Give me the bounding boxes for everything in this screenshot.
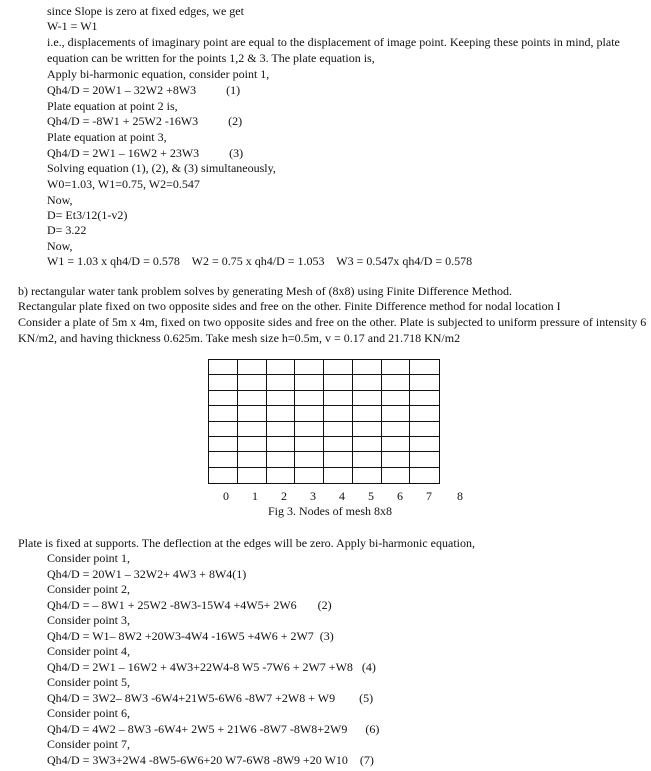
mesh-cell (209, 406, 238, 421)
text-line: Plate is fixed at supports. The deflection at the edges will be zero. Apply bi-harmonic equation, (18, 536, 475, 550)
text-line: KN/m2, and having thickness 0.625m. Take mesh size h=0.5m, v = 0.17 and 21.718 KN/m2 (18, 331, 461, 345)
equation-line: Qh4/D = 2W1 – 16W2 + 4W3+22W4-8 W5 -7W6 + 2W7 +W8 (4) (47, 660, 376, 674)
mesh-cell (324, 391, 353, 406)
mesh-cell (267, 375, 296, 390)
mesh-cell (324, 437, 353, 452)
mesh-cell (410, 375, 439, 390)
mesh-cell (353, 391, 382, 406)
mesh-cell (295, 360, 324, 375)
mesh-cell (353, 437, 382, 452)
mesh-cell (410, 452, 439, 467)
mesh-cell (295, 375, 324, 390)
mesh-cell (353, 452, 382, 467)
mesh-cell (238, 391, 267, 406)
mesh-cell (295, 422, 324, 437)
mesh-cell (410, 391, 439, 406)
mesh-cell (238, 375, 267, 390)
text-line: b) rectangular water tank problem solves by generating Mesh of (8x8) using Finite Difference Method. (18, 284, 512, 298)
mesh-grid (208, 359, 440, 484)
mesh-cell (410, 468, 439, 483)
mesh-cell (410, 360, 439, 375)
equation-line: Qh4/D = -8W1 + 25W2 -16W3 (2) (47, 114, 243, 128)
mesh-cell (353, 468, 382, 483)
text-line: Now, (47, 193, 73, 207)
mesh-cell (238, 452, 267, 467)
equation-line: W1 = 1.03 x qh4/D = 0.578 W2 = 0.75 x qh4/D = 1.053 W3 = 0.547x qh4/D = 0.578 (47, 254, 473, 268)
mesh-cell (209, 391, 238, 406)
text-line: Plate equation at point 2 is, (47, 99, 178, 113)
mesh-cell (209, 437, 238, 452)
mesh-cell (295, 452, 324, 467)
text-line: Apply bi-harmonic equation, consider point 1, (47, 67, 270, 81)
mesh-cell (382, 406, 411, 421)
axis-label: 3 (310, 489, 316, 503)
mesh-cell (209, 360, 238, 375)
mesh-cell (410, 406, 439, 421)
text-line: Consider point 6, (47, 706, 130, 720)
mesh-cell (238, 422, 267, 437)
mesh-cell (353, 406, 382, 421)
mesh-cell (382, 375, 411, 390)
mesh-cell (382, 437, 411, 452)
text-line: Now, (47, 239, 73, 253)
text-line: Consider point 4, (47, 644, 130, 658)
mesh-cell (267, 452, 296, 467)
text-line: Consider a plate of 5m x 4m, fixed on two opposite sides and free on the other. Plate is subjected to uniform pressure of intensity 6 (18, 315, 647, 329)
mesh-cell (238, 437, 267, 452)
equation-line: Qh4/D = 3W2– 8W3 -6W4+21W5-6W6 -8W7 +2W8 + W9 (5) (47, 691, 374, 705)
mesh-cell (295, 391, 324, 406)
mesh-cell (324, 422, 353, 437)
mesh-cell (324, 375, 353, 390)
equation-line: Qh4/D = W1– 8W2 +20W3-4W4 -16W5 +4W6 + 2W7 (3) (47, 629, 334, 643)
mesh-cell (353, 422, 382, 437)
mesh-cell (382, 452, 411, 467)
mesh-cell (295, 437, 324, 452)
mesh-cell (267, 422, 296, 437)
mesh-cell (382, 468, 411, 483)
mesh-cell (295, 468, 324, 483)
text-line: Consider point 3, (47, 613, 130, 627)
text-line: Plate equation at point 3, (47, 130, 167, 144)
equation-line: D= 3.22 (47, 223, 87, 237)
text-line: Rectangular plate fixed on two opposite sides and free on the other. Finite Difference method for nodal location I (18, 299, 561, 313)
text-line: Consider point 2, (47, 582, 130, 596)
axis-label: 6 (397, 489, 403, 503)
mesh-cell (324, 360, 353, 375)
mesh-cell (267, 391, 296, 406)
mesh-cell (267, 468, 296, 483)
axis-label: 2 (281, 489, 287, 503)
equation-line: D= Et3/12(1-v2) (47, 208, 128, 222)
figure-caption: Fig 3. Nodes of mesh 8x8 (268, 504, 392, 518)
mesh-cell (382, 422, 411, 437)
text-line: since Slope is zero at fixed edges, we get (47, 4, 244, 18)
text-line: i.e., displacements of imaginary point are equal to the displacement of image point. Keeping these points in mind, plate (47, 35, 620, 49)
mesh-cell (267, 360, 296, 375)
equation-line: Qh4/D = 20W1 – 32W2+ 4W3 + 8W4(1) (47, 567, 247, 581)
text-line: Consider point 5, (47, 675, 130, 689)
mesh-cell (238, 360, 267, 375)
mesh-cell (410, 422, 439, 437)
axis-label: 1 (252, 489, 258, 503)
mesh-cell (238, 468, 267, 483)
text-line: Consider point 7, (47, 737, 130, 751)
axis-label: 7 (426, 489, 432, 503)
equation-line: Qh4/D = 4W2 – 8W3 -6W4+ 2W5 + 21W6 -8W7 -8W8+2W9 (6) (47, 722, 380, 736)
mesh-cell (324, 468, 353, 483)
mesh-cell (382, 391, 411, 406)
mesh-cell (209, 468, 238, 483)
equation-line: Qh4/D = 3W3+2W4 -8W5-6W6+20 W7-6W8 -8W9 +20 W10 (7) (47, 753, 374, 767)
mesh-cell (267, 406, 296, 421)
mesh-cell (209, 375, 238, 390)
text-line: Consider point 1, (47, 551, 130, 565)
axis-label: 0 (223, 489, 229, 503)
mesh-cell (324, 406, 353, 421)
text-line: equation can be written for the points 1,2 & 3. The plate equation is, (47, 51, 375, 65)
equation-line: W0=1.03, W1=0.75, W2=0.547 (47, 177, 200, 191)
mesh-cell (267, 437, 296, 452)
text-line: Solving equation (1), (2), & (3) simultaneously, (47, 161, 276, 175)
axis-label: 4 (339, 489, 345, 503)
mesh-cell (324, 452, 353, 467)
axis-label: 8 (457, 489, 463, 503)
mesh-cell (209, 452, 238, 467)
mesh-cell (295, 406, 324, 421)
axis-label: 5 (368, 489, 374, 503)
equation-line: Qh4/D = 20W1 – 32W2 +8W3 (1) (47, 83, 241, 97)
equation-line: Qh4/D = 2W1 – 16W2 + 23W3 (3) (47, 146, 244, 160)
equation-line: W-1 = W1 (47, 19, 98, 33)
mesh-cell (209, 422, 238, 437)
mesh-cell (410, 437, 439, 452)
mesh-cell (382, 360, 411, 375)
mesh-cell (353, 375, 382, 390)
mesh-cell (353, 360, 382, 375)
mesh-cell (238, 406, 267, 421)
equation-line: Qh4/D = – 8W1 + 25W2 -8W3-15W4 +4W5+ 2W6 (2) (47, 598, 332, 612)
